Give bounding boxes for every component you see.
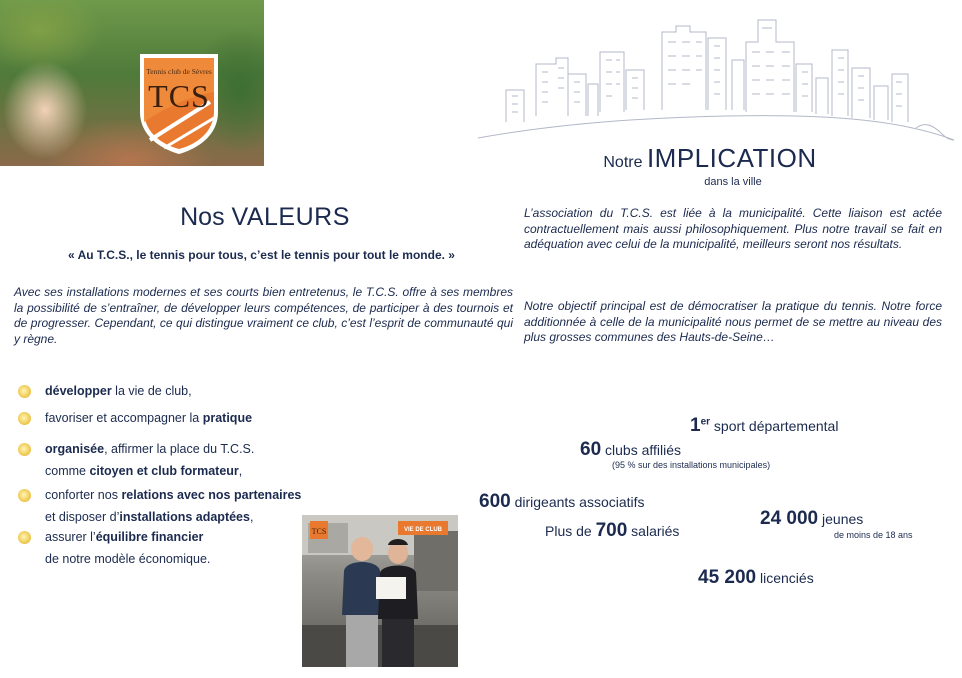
bullet-bold-text: citoyen et club formateur [89, 464, 239, 478]
bullet-plain-text: , affirmer la place du T.C.S. [104, 442, 255, 456]
valeurs-quote: « Au T.C.S., le tennis pour tous, c’est le tennis pour tout le monde. » [68, 248, 455, 262]
club-photo [302, 515, 458, 667]
implication-paragraph-2: Notre objectif principal est de démocratiser la pratique du tennis. Notre force additionnée à celle de la municipalité nous permet de se mettre au niveau des plus grosses communes des Hauts-de-Seine… [524, 299, 942, 344]
stat-dirigeants-number: 600 [479, 491, 511, 512]
bullet-line [45, 508, 345, 526]
stat-sport [690, 415, 838, 437]
bullet-line [45, 382, 345, 400]
stat-jeunes [760, 508, 863, 530]
bullet-plain-text: de notre modèle économique. [45, 552, 211, 566]
bullet-text [45, 486, 345, 526]
stat-sport-sup: er [700, 416, 711, 428]
stat-jeunes-note: de moins de 18 ans [834, 530, 913, 540]
bullet-bold-text: organisée [45, 442, 105, 456]
bullet-plain-text: , [249, 510, 254, 524]
bullet-dot-icon [18, 385, 31, 398]
bullet-line [45, 409, 345, 427]
stat-clubs-note: (95 % sur des installations municipales) [612, 460, 771, 470]
bullet-line [45, 486, 345, 504]
stat-jeunes-number: 24 000 [760, 508, 819, 529]
implication-heading [560, 143, 860, 174]
bullet-bold-text: installations adaptées [119, 510, 250, 524]
stat-clubs-note-wrap [612, 460, 770, 470]
bullet-plain-text: conforter nos [45, 488, 122, 502]
implication-prefix: Notre [603, 154, 643, 171]
photo-mini-logo: TCS [311, 527, 327, 536]
tcs-crest-logo [136, 52, 222, 156]
stat-dirigeants [479, 491, 645, 513]
bullet-dot-icon [18, 412, 31, 425]
bullet-line [45, 550, 345, 568]
city-skyline-illustration [476, 12, 956, 152]
stat-dirigeants-label: dirigeants associatifs [510, 494, 645, 510]
photo-badge: VIE DE CLUB [403, 527, 443, 533]
stat-licencies [698, 567, 814, 589]
bullet-plain-text: favoriser et accompagner la [45, 411, 203, 425]
valeurs-title: VALEURS [231, 203, 350, 231]
implication-title: IMPLICATION [646, 143, 817, 173]
valeurs-heading [100, 203, 430, 232]
stat-jeunes-label: jeunes [818, 511, 864, 527]
stat-salaries-prefix: Plus de [545, 523, 596, 539]
stat-licencies-label: licenciés [756, 570, 814, 586]
bullet-dot-icon [18, 489, 31, 502]
crest-tagline: Tennis club de Sèvres [146, 67, 212, 76]
stat-salaries [545, 520, 679, 542]
bullet-text [45, 528, 345, 568]
bullet-bold-text: pratique [202, 411, 253, 425]
valeurs-prefix: Nos [180, 203, 225, 231]
stat-clubs-number: 60 [580, 439, 602, 460]
bullet-bold-text: développer [45, 384, 112, 398]
stat-clubs [580, 439, 681, 461]
bullet-text [45, 382, 345, 400]
hero-photo [0, 0, 264, 166]
bullet-line [45, 528, 345, 546]
bullet-plain-text: comme [45, 464, 90, 478]
stat-clubs-label: clubs affiliés [601, 442, 682, 458]
stat-jeunes-note-wrap [834, 530, 913, 540]
bullet-text [45, 409, 345, 427]
bullet-text [45, 440, 345, 480]
bullet-line [45, 462, 345, 480]
crest-text: TCS [148, 78, 210, 114]
bullet-line [45, 440, 345, 458]
club-photo-illustration [302, 515, 458, 667]
stat-sport-label: sport départemental [710, 418, 839, 434]
bullet-plain-text: et disposer d’ [45, 510, 120, 524]
bullet-dot-icon [18, 443, 31, 456]
bullet-plain-text: la vie de club, [111, 384, 192, 398]
bullet-bold-text: relations avec nos partenaires [121, 488, 302, 502]
implication-subtitle: dans la ville [704, 176, 762, 188]
valeurs-paragraph: Avec ses installations modernes et ses courts bien entretenus, le T.C.S. offre à ses membres la possibilité de s’entraîner, de développer leurs compétences, de participer à des tournois et de progresser. Cependant, ce qui distingue vraiment ce club, c’est l’esprit de communauté qui y règne. [14, 285, 513, 346]
stat-sport-number: 1 [690, 415, 701, 436]
stat-salaries-number: 700 [595, 520, 628, 541]
bullet-plain-text: , [238, 464, 243, 478]
implication-paragraph-1: L’association du T.C.S. est liée à la municipalité. Cette liaison est actée contractuellement mais aussi philosophiquement. Plus notre travail se fait en adéquation avec celui de la municipalité, meilleurs seront nos résultats. [524, 206, 942, 251]
bullet-dot-icon [18, 531, 31, 544]
stat-salaries-label: salariés [627, 523, 680, 539]
stat-licencies-number: 45 200 [698, 567, 757, 588]
bullet-bold-text: équilibre financier [95, 530, 204, 544]
bullet-plain-text: assurer l’ [45, 530, 96, 544]
